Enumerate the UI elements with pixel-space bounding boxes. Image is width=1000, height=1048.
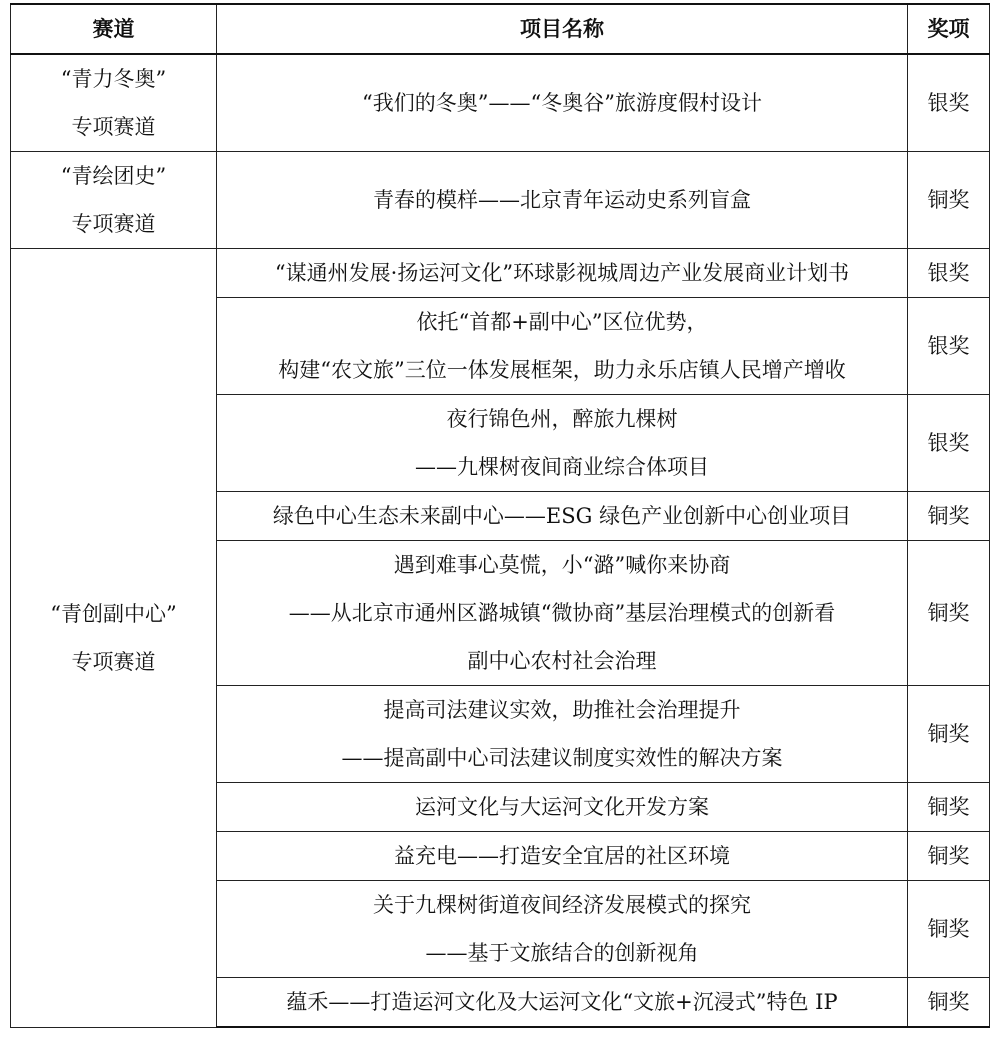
track-name-line: 专项赛道 bbox=[71, 115, 156, 139]
project-name-cell bbox=[217, 686, 908, 783]
project-name-line: ——提高副中心司法建议制度实效性的解决方案 bbox=[341, 746, 783, 770]
track-cell bbox=[11, 152, 217, 249]
track-name-line: “青绘团史” bbox=[60, 164, 167, 188]
project-name-cell bbox=[217, 881, 908, 978]
project-name-line: 提高司法建议实效，助推社会治理提升 bbox=[383, 698, 741, 722]
table-row bbox=[11, 152, 990, 249]
track-name-line: “青创副中心” bbox=[50, 601, 177, 626]
project-name-cell bbox=[217, 832, 908, 881]
project-name-cell bbox=[217, 54, 908, 152]
award-cell: 银奖 bbox=[908, 298, 990, 395]
project-name-cell bbox=[217, 298, 908, 395]
project-name-line: ——九棵树夜间商业综合体项目 bbox=[415, 455, 709, 479]
project-name-cell bbox=[217, 492, 908, 541]
project-name-cell bbox=[217, 395, 908, 492]
track-name-line: 专项赛道 bbox=[71, 649, 156, 674]
track-name-line: 专项赛道 bbox=[71, 212, 156, 236]
project-name-line: 关于九棵树街道夜间经济发展模式的探究 bbox=[373, 893, 751, 917]
award-cell: 铜奖 bbox=[908, 832, 990, 881]
project-name-line: 蕴禾——打造运河文化及大运河文化“文旅+沉浸式”特色 IP bbox=[286, 990, 838, 1014]
project-name-line: 依托“首都+副中心”区位优势， bbox=[416, 310, 708, 334]
project-name-line: “谋通州发展·扬运河文化”环球影视城周边产业发展商业计划书 bbox=[274, 261, 850, 285]
track-cell bbox=[11, 249, 217, 1028]
header-row bbox=[11, 4, 990, 54]
award-cell: 铜奖 bbox=[908, 783, 990, 832]
awards-table bbox=[10, 3, 990, 1028]
track-cell bbox=[11, 54, 217, 152]
project-name-cell bbox=[217, 152, 908, 249]
project-name-line: ——基于文旅结合的创新视角 bbox=[425, 941, 699, 965]
project-name-line: 遇到难事心莫慌，小“潞”喊你来协商 bbox=[393, 553, 731, 577]
project-name-line: 绿色中心生态未来副中心——ESG 绿色产业创新中心创业项目 bbox=[272, 504, 852, 528]
track-name-line: “青力冬奥” bbox=[60, 67, 167, 91]
award-cell: 铜奖 bbox=[908, 541, 990, 686]
project-name-line: 副中心农村社会治理 bbox=[467, 649, 657, 673]
award-cell: 铜奖 bbox=[908, 686, 990, 783]
table-body bbox=[11, 54, 990, 1027]
project-name-cell bbox=[217, 541, 908, 686]
project-name-line: 运河文化与大运河文化开发方案 bbox=[415, 795, 709, 819]
award-cell: 铜奖 bbox=[908, 881, 990, 978]
project-name-cell bbox=[217, 249, 908, 298]
award-cell: 铜奖 bbox=[908, 492, 990, 541]
header-award: 奖项 bbox=[908, 4, 990, 54]
award-cell: 铜奖 bbox=[908, 152, 990, 249]
project-name-line: 夜行锦色州，醉旅九棵树 bbox=[446, 407, 678, 431]
awards-table-container bbox=[10, 3, 989, 1028]
award-cell: 银奖 bbox=[908, 249, 990, 298]
project-name-line: 青春的模样——北京青年运动史系列盲盒 bbox=[373, 188, 751, 212]
project-name-cell bbox=[217, 783, 908, 832]
project-name-line: 益充电——打造安全宜居的社区环境 bbox=[394, 844, 730, 868]
header-project-name: 项目名称 bbox=[217, 4, 908, 54]
award-cell: 银奖 bbox=[908, 54, 990, 152]
table-row bbox=[11, 249, 990, 298]
project-name-line: “我们的冬奥”——“冬奥谷”旅游度假村设计 bbox=[362, 91, 762, 115]
project-name-cell bbox=[217, 978, 908, 1028]
award-cell: 银奖 bbox=[908, 395, 990, 492]
project-name-line: ——从北京市通州区潞城镇“微协商”基层治理模式的创新看 bbox=[288, 601, 836, 625]
project-name-line: 构建“农文旅”三位一体发展框架，助力永乐店镇人民增产增收 bbox=[278, 358, 846, 382]
header-track: 赛道 bbox=[11, 4, 217, 54]
award-cell: 铜奖 bbox=[908, 978, 990, 1028]
table-row bbox=[11, 54, 990, 152]
